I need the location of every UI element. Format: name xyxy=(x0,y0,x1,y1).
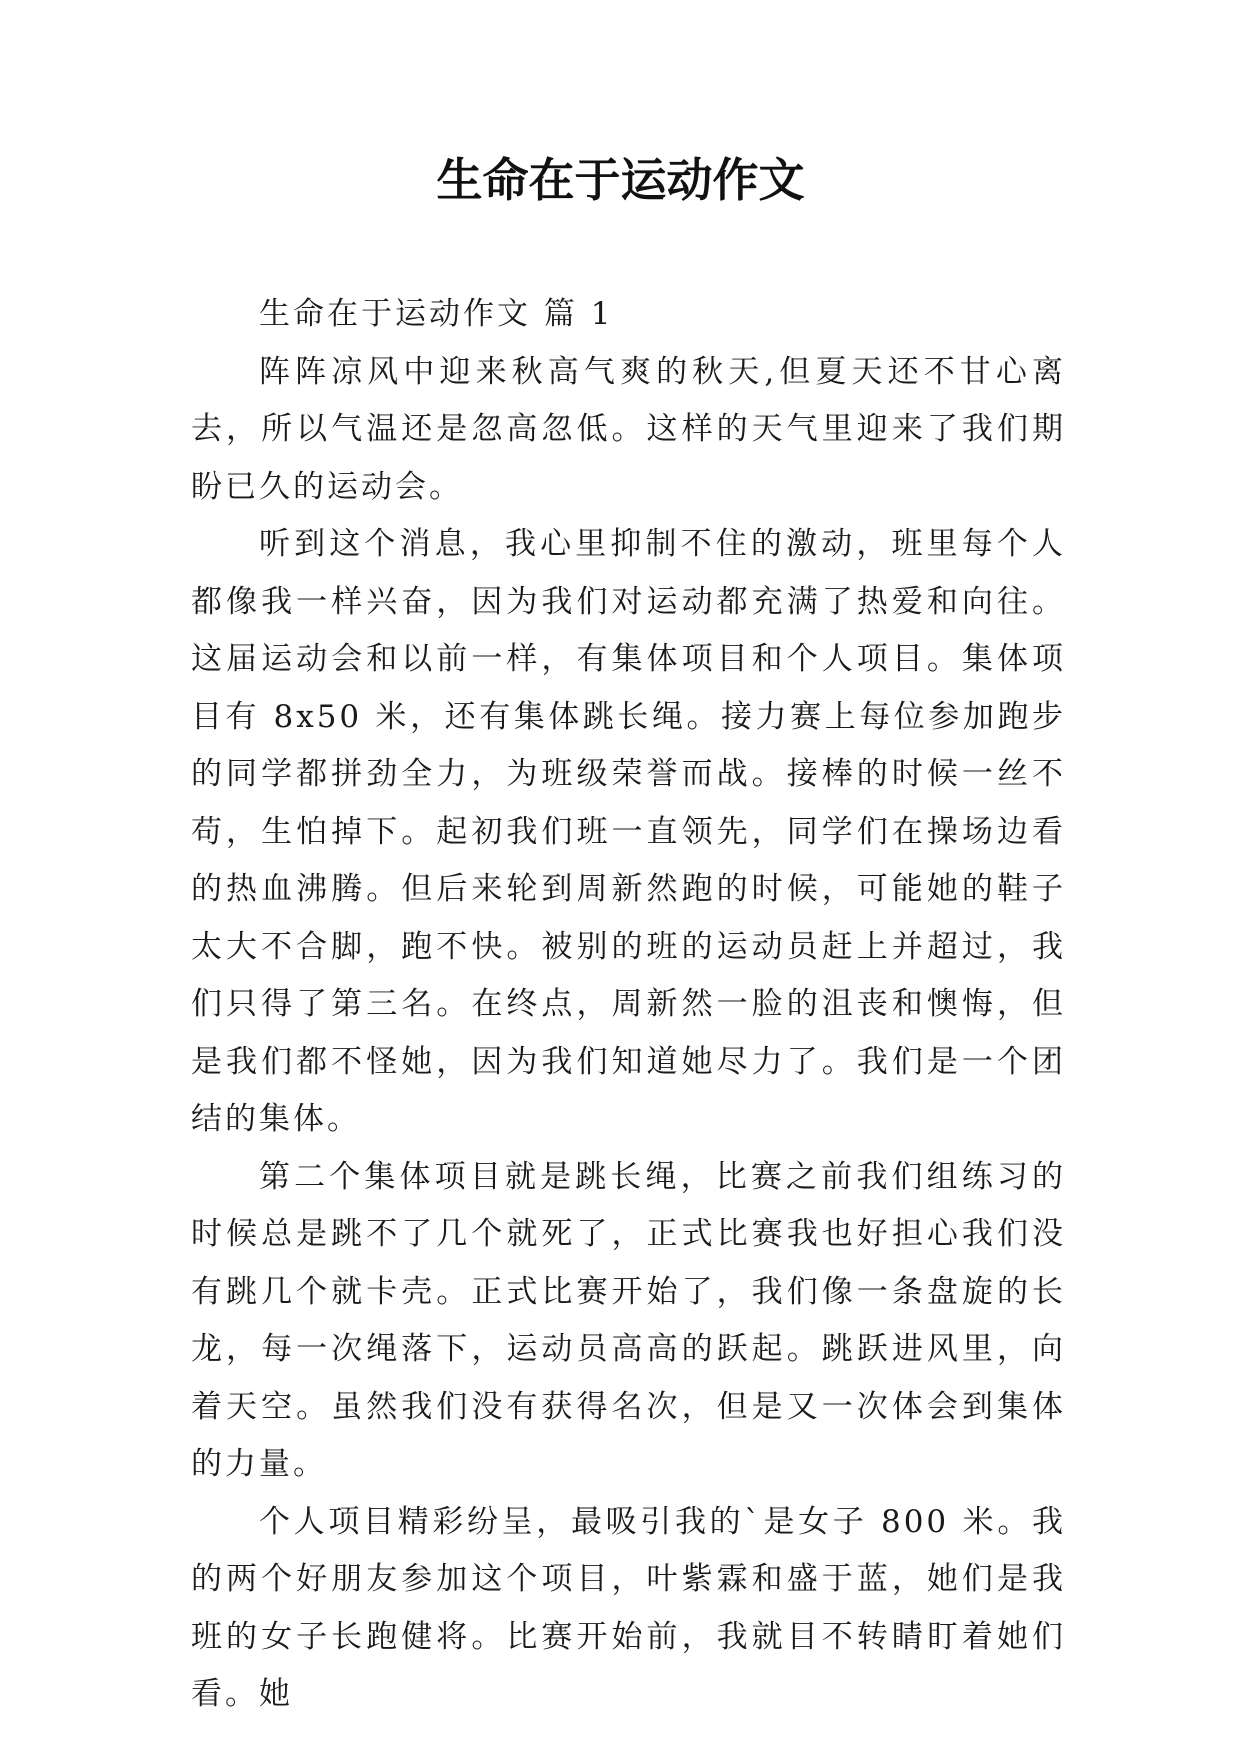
paragraph-2: 听到这个消息，我心里抑制不住的激动，班里每个人都像我一样兴奋，因为我们对运动都充满了热爱和向往。这届运动会和以前一样，有集体项目和个人项目。集体项目有 8x50 米，还有集体跳长绳。接力赛上每位参加跑步的同学都拼劲全力，为班级荣誉而战。接棒的时候一丝不苟，生怕掉下。起初我们班一直领先，同学们在操场边看的热血沸腾。但后来轮到周新然跑的时候，可能她的鞋子太大不合脚，跑不快。被别的班的运动员赶上并超过，我们只得了第三名。在终点，周新然一脸的沮丧和懊悔，但是我们都不怪她，因为我们知道她尽力了。我们是一个团结的集体。 xyxy=(191,526,1066,1137)
paragraph-4: 个人项目精彩纷呈，最吸引我的`是女子 800 米。我的两个好朋友参加这个项目，叶紫霖和盛于蓝，她们是我班的女子长跑健将。比赛开始前，我就目不转睛盯着她们看。她 xyxy=(191,1503,1066,1712)
section-heading: 生命在于运动作文 篇 1 xyxy=(259,296,614,332)
document-body xyxy=(191,286,1066,1724)
paragraph-3: 第二个集体项目就是跳长绳，比赛之前我们组练习的时候总是跳不了几个就死了，正式比赛我也好担心我们没有跳几个就卡壳。正式比赛开始了，我们像一条盘旋的长龙，每一次绳落下，运动员高高的跃起。跳跃进风里，向着天空。虽然我们没有获得名次，但是又一次体会到集体的力量。 xyxy=(191,1158,1066,1482)
document-title: 生命在于运动作文 xyxy=(436,153,805,207)
paragraph-1: 阵阵凉风中迎来秋高气爽的秋天,但夏天还不甘心离去，所以气温还是忽高忽低。这样的天气里迎来了我们期盼已久的运动会。 xyxy=(191,353,1066,505)
